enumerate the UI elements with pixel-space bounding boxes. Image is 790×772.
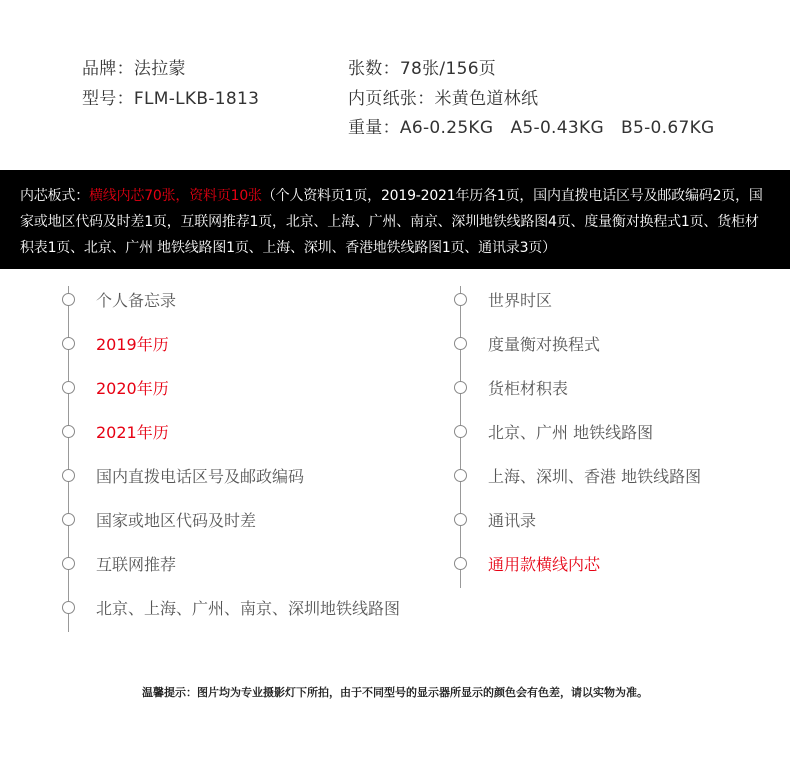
circle-bullet-icon bbox=[62, 469, 75, 482]
layout-prefix: 内芯板式： bbox=[20, 188, 89, 204]
layout-description-band bbox=[0, 170, 790, 269]
circle-bullet-icon bbox=[62, 381, 75, 394]
circle-bullet-icon bbox=[454, 469, 467, 482]
layout-description bbox=[20, 183, 770, 261]
timeline-item-label: 北京、广州 地铁线路图 bbox=[488, 423, 654, 442]
timeline-item-label: 度量衡对换程式 bbox=[488, 335, 601, 354]
circle-bullet-icon bbox=[454, 337, 467, 350]
timeline-item-label: 货柜材积表 bbox=[488, 379, 569, 398]
timeline-item-label: 上海、深圳、香港 地铁线路图 bbox=[488, 467, 702, 486]
circle-bullet-icon bbox=[62, 601, 75, 614]
timeline-item-label: 北京、上海、广州、南京、深圳地铁线路图 bbox=[96, 599, 401, 618]
timeline-item-label: 国内直拨电话区号及邮政编码 bbox=[96, 467, 305, 486]
layout-highlight: 横线内芯70张，资料页10张 bbox=[89, 188, 262, 204]
circle-bullet-icon bbox=[454, 513, 467, 526]
brand-spec: 品牌：法拉蒙 bbox=[82, 59, 186, 79]
sheets-spec: 张数：78张/156页 bbox=[348, 59, 497, 79]
circle-bullet-icon bbox=[62, 337, 75, 350]
layout-details: （个人资料页1页，2019-2021年历各1页，国内直拨电话区号及邮政编码2页，国家或地区代码及时差1页，互联网推荐1页，北京、上海、广州、南京、深圳地铁线路图4页、度量衡对换程式1页、货柜材积表1页、北京、广州 地铁线路图1页、上海、深圳、香港地铁线路图1页、通讯录3页） bbox=[20, 188, 763, 256]
notice-text: 温馨提示：图片均为专业摄影灯下所拍，由于不同型号的显示器所显示的颜色会有色差，请以实物为准。 bbox=[142, 686, 648, 699]
circle-bullet-icon bbox=[454, 293, 467, 306]
paper-spec: 内页纸张：米黄色道林纸 bbox=[348, 89, 539, 109]
timeline-item-label: 2020年历 bbox=[96, 379, 169, 398]
timeline-item-label: 个人备忘录 bbox=[96, 291, 177, 310]
timeline-item-label: 国家或地区代码及时差 bbox=[96, 511, 257, 530]
timeline-item-label: 2021年历 bbox=[96, 423, 169, 442]
timeline-item-label: 互联网推荐 bbox=[96, 555, 177, 574]
circle-bullet-icon bbox=[62, 293, 75, 306]
weight-spec: 重量：A6-0.25KG A5-0.43KG B5-0.67KG bbox=[348, 118, 715, 138]
timeline-item-label: 通用款横线内芯 bbox=[488, 555, 601, 574]
timeline-item-label: 通讯录 bbox=[488, 511, 537, 530]
circle-bullet-icon bbox=[454, 425, 467, 438]
model-spec: 型号：FLM-LKB-1813 bbox=[82, 89, 260, 109]
circle-bullet-icon bbox=[62, 425, 75, 438]
circle-bullet-icon bbox=[62, 513, 75, 526]
circle-bullet-icon bbox=[454, 557, 467, 570]
circle-bullet-icon bbox=[62, 557, 75, 570]
circle-bullet-icon bbox=[454, 381, 467, 394]
timeline-item-label: 世界时区 bbox=[488, 291, 553, 310]
timeline-item-label: 2019年历 bbox=[96, 335, 169, 354]
